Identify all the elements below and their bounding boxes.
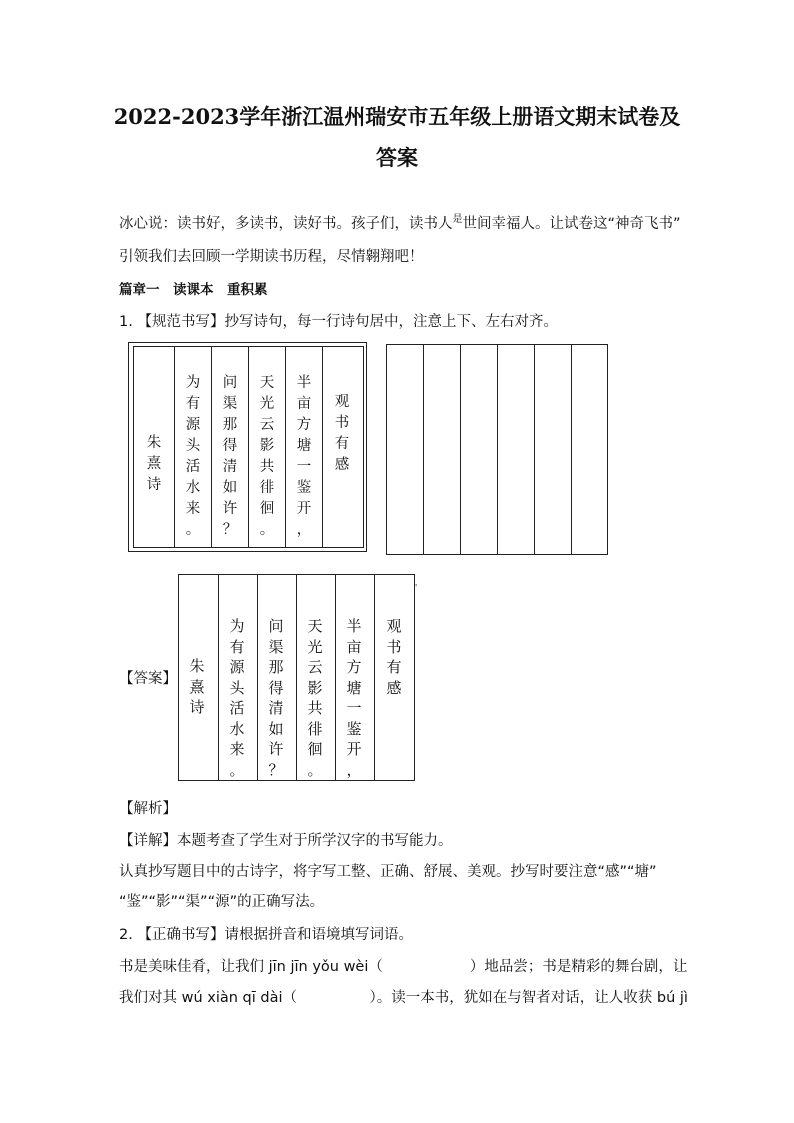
vertical-char: 云 <box>259 417 275 433</box>
vertical-char: 。 <box>259 522 275 538</box>
vertical-char: 头 <box>229 678 245 697</box>
page-title: 2022-2023学年浙江温州瑞安市五年级上册语文期末试卷及 <box>113 104 681 129</box>
answer-column-line2 <box>304 616 326 780</box>
vertical-char: 头 <box>185 438 201 454</box>
vertical-char: 观 <box>386 617 402 635</box>
detail-text: 【详解】本题考查了学生对于所学汉字的书写能力。 <box>119 833 453 849</box>
vertical-char: 得 <box>222 438 238 454</box>
vertical-char: 天 <box>307 617 323 635</box>
vertical-char: 为 <box>229 617 245 635</box>
vertical-char: 感 <box>386 678 402 697</box>
poem-divider <box>248 346 249 547</box>
vertical-char: 影 <box>259 438 275 454</box>
stray-mark: ' <box>415 583 418 592</box>
vertical-char: ， <box>346 760 362 779</box>
vertical-char: 半 <box>346 617 362 635</box>
vertical-char: 有 <box>229 637 245 656</box>
vertical-char: 渠 <box>222 396 238 412</box>
vertical-char: 开 <box>296 501 312 517</box>
grid-divider <box>497 344 498 555</box>
question-1: 1. 【规范书写】抄写诗句，每一行诗句居中，注意上下、左右对齐。 <box>119 314 558 330</box>
vertical-char: 徊 <box>307 740 323 758</box>
vertical-char: 光 <box>259 396 275 412</box>
poem-column-line4 <box>183 373 203 541</box>
vertical-char: 光 <box>307 637 323 656</box>
vertical-char: 得 <box>268 678 284 697</box>
vertical-char: 徊 <box>259 501 275 517</box>
vertical-char: 方 <box>296 417 312 433</box>
vertical-char: 为 <box>185 375 201 391</box>
vertical-char: 来 <box>185 501 201 517</box>
answer-label: 【答案】 <box>119 671 177 687</box>
vertical-char: 源 <box>185 417 201 433</box>
vertical-char: 来 <box>229 740 245 758</box>
vertical-char: 开 <box>346 740 362 758</box>
q2-line-1: 书是美味佳肴，让我们 jīn jīn yǒu wèi（ ）地品尝；书是精彩的舞台剧，让 <box>119 959 688 975</box>
page-title-line2: 答案 <box>376 145 418 170</box>
vertical-char: 那 <box>222 417 238 433</box>
vertical-char: 朱 <box>146 435 162 451</box>
intro-text-a: 冰心说：读书好，多读书，读好书。孩子们，读书人 <box>119 216 453 232</box>
vertical-char: 方 <box>346 658 362 676</box>
grid-divider <box>460 344 461 555</box>
vertical-char: 诗 <box>189 698 205 716</box>
vertical-char: 。 <box>185 522 201 538</box>
vertical-char: 渠 <box>268 637 284 656</box>
vertical-char: 徘 <box>307 719 323 738</box>
vertical-char: 如 <box>222 480 238 496</box>
vertical-char: 观 <box>334 394 350 410</box>
poem-column-title <box>332 392 352 476</box>
answer-divider <box>257 574 258 781</box>
vertical-char: 影 <box>307 678 323 697</box>
poem-divider <box>285 346 286 547</box>
vertical-char: 亩 <box>296 396 312 412</box>
explain-line-2: “鉴”“影”“渠”“源”的正确写法。 <box>119 894 325 910</box>
vertical-char: 许 <box>222 501 238 517</box>
grid-divider <box>423 344 424 555</box>
answer-column-line3 <box>265 616 287 780</box>
vertical-char: 一 <box>346 699 362 717</box>
vertical-char: 书 <box>334 415 350 431</box>
vertical-char: 云 <box>307 658 323 676</box>
intro-superscript: 是 <box>452 214 463 225</box>
intro-text-b: 世间幸福人。让试卷这“神奇飞书” <box>462 216 681 232</box>
vertical-char: 鉴 <box>296 480 312 496</box>
vertical-char: 那 <box>268 658 284 676</box>
vertical-char: 朱 <box>189 657 205 675</box>
vertical-char: 诗 <box>146 477 162 493</box>
vertical-char: 。 <box>229 760 245 779</box>
vertical-char: 有 <box>334 436 350 452</box>
poem-divider <box>174 346 175 547</box>
vertical-char: 徘 <box>259 480 275 496</box>
analysis-label: 【解析】 <box>119 801 177 817</box>
section-heading: 篇章一 读课本 重积累 <box>119 282 268 298</box>
vertical-char: 鉴 <box>346 719 362 738</box>
vertical-char: ， <box>296 522 312 538</box>
vertical-char: 感 <box>334 457 350 473</box>
vertical-char: 共 <box>259 459 275 475</box>
vertical-char: 塘 <box>296 438 312 454</box>
vertical-char: 水 <box>185 480 201 496</box>
answer-column-title <box>383 616 405 698</box>
vertical-char: 水 <box>229 719 245 738</box>
vertical-char: 清 <box>222 459 238 475</box>
vertical-char: ？ <box>268 760 284 779</box>
q2-line-2: 我们对其 wú xiàn qī dài（ ）。读一本书，犹如在与智者对话，让人收获 bú jì <box>119 990 688 1006</box>
vertical-char: 源 <box>229 658 245 676</box>
vertical-char: 。 <box>307 760 323 779</box>
vertical-char: 熹 <box>189 677 205 696</box>
vertical-char: 亩 <box>346 637 362 656</box>
vertical-char: 书 <box>386 637 402 656</box>
question-2: 2. 【正确书写】请根据拼音和语境填写词语。 <box>119 927 413 943</box>
grid-divider <box>571 344 572 555</box>
poem-column-author <box>144 433 164 496</box>
vertical-char: 熹 <box>146 456 162 472</box>
explain-line-1: 认真抄写题目中的古诗字，将字写工整、正确、舒展、美观。抄写时要注意“感”“塘” <box>119 864 657 880</box>
answer-divider <box>218 574 219 781</box>
answer-column-author <box>186 656 208 718</box>
vertical-char: 清 <box>268 699 284 717</box>
vertical-char: 问 <box>222 375 238 391</box>
vertical-char: 活 <box>185 459 201 475</box>
vertical-char: 共 <box>307 699 323 717</box>
vertical-char: 有 <box>386 658 402 676</box>
answer-column-line1 <box>343 616 365 780</box>
poem-column-line3 <box>220 373 240 541</box>
poem-column-line1 <box>294 373 314 541</box>
intro-line-1 <box>119 215 681 235</box>
grid-divider <box>534 344 535 555</box>
vertical-char: 一 <box>296 459 312 475</box>
answer-divider <box>296 574 297 781</box>
answer-divider <box>374 574 375 781</box>
poem-divider <box>211 346 212 547</box>
answer-column-line4 <box>226 616 248 780</box>
vertical-char: 有 <box>185 396 201 412</box>
vertical-char: ？ <box>222 522 238 538</box>
poem-divider <box>322 346 323 547</box>
vertical-char: 许 <box>268 740 284 758</box>
vertical-char: 塘 <box>346 678 362 697</box>
vertical-char: 天 <box>259 375 275 391</box>
answer-divider <box>335 574 336 781</box>
vertical-char: 活 <box>229 699 245 717</box>
vertical-char: 问 <box>268 617 284 635</box>
vertical-char: 如 <box>268 719 284 738</box>
intro-line-2: 引领我们去回顾一学期读书历程，尽情翱翔吧！ <box>119 249 424 265</box>
vertical-char: 半 <box>296 375 312 391</box>
poem-column-line2 <box>257 373 277 541</box>
